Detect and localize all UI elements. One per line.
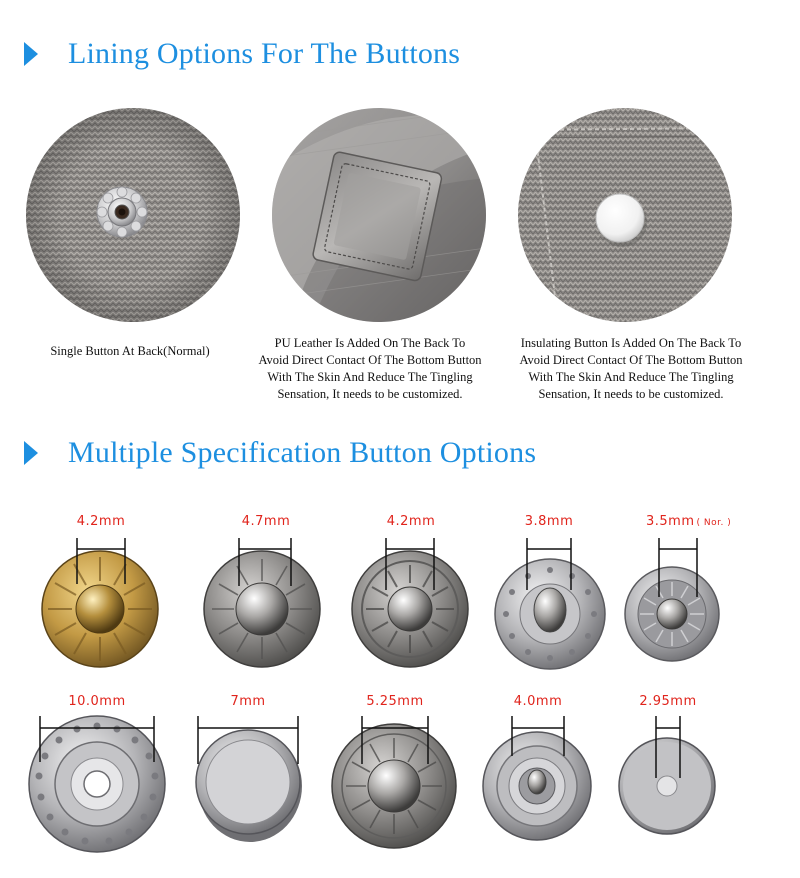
caption-line: Avoid Direct Contact Of The Bottom Button bbox=[519, 353, 743, 367]
caption-line: Avoid Direct Contact Of The Bottom Button bbox=[258, 353, 482, 367]
dimension-note: ( Nor. ) bbox=[696, 518, 732, 528]
button-7mm-silver bbox=[196, 730, 302, 842]
caption-line: Insulating Button Is Added On The Back To bbox=[520, 336, 742, 350]
button-5-25mm-gunmetal bbox=[332, 724, 456, 848]
lining-caption-single-button bbox=[32, 343, 228, 360]
chevron-right-icon bbox=[24, 441, 38, 465]
caption-line: With The Skin And Reduce The Tingling bbox=[267, 370, 473, 384]
dimension-label: 10.0mm bbox=[68, 694, 126, 709]
button-10-0mm-silver bbox=[29, 716, 165, 852]
caption-line: Sensation, It needs to be customized. bbox=[538, 387, 724, 401]
dimension-label: 5.25mm bbox=[366, 694, 424, 709]
dimension-label: 2.95mm bbox=[639, 694, 697, 709]
button-4-2mm-gunmetal bbox=[352, 551, 468, 667]
dimension-label: 3.8mm bbox=[524, 514, 574, 529]
caption-line: PU Leather Is Added On The Back To bbox=[274, 336, 466, 350]
button-spec-panel bbox=[0, 494, 800, 878]
lining-image-insulating-button bbox=[518, 108, 732, 322]
lining-section-title-text: Lining Options For The Buttons bbox=[68, 37, 461, 70]
lining-image-single-button bbox=[26, 108, 240, 322]
button-3-5mm-silver bbox=[625, 567, 719, 661]
caption-line: With The Skin And Reduce The Tingling bbox=[528, 370, 734, 384]
dimension-label: 4.2mm bbox=[76, 514, 126, 529]
spec-section-title bbox=[24, 433, 536, 473]
button-spec-graphics bbox=[0, 494, 800, 878]
button-4-7mm-gunmetal bbox=[204, 551, 320, 667]
button-4-0mm-silver bbox=[483, 732, 591, 840]
lining-image-pu-leather bbox=[272, 108, 486, 322]
lining-caption-insulating-button bbox=[500, 335, 762, 403]
caption-line: Sensation, It needs to be customized. bbox=[277, 387, 463, 401]
button-3-8mm-silver bbox=[495, 559, 605, 669]
dimension-label-with-note bbox=[646, 514, 766, 529]
dimension-label: 4.2mm bbox=[386, 514, 436, 529]
dimension-label: 3.5mm bbox=[646, 514, 695, 529]
dimension-label: 4.0mm bbox=[513, 694, 563, 709]
lining-caption-pu-leather bbox=[240, 335, 500, 403]
caption-line: Single Button At Back(Normal) bbox=[50, 344, 210, 358]
spec-section-title-text: Multiple Specification Button Options bbox=[68, 436, 537, 469]
button-4-2mm-brass bbox=[42, 551, 158, 667]
chevron-right-icon bbox=[24, 42, 38, 66]
button-2-95mm-silver bbox=[619, 738, 715, 834]
dimension-label: 7mm bbox=[230, 694, 266, 709]
lining-section-title bbox=[24, 34, 460, 74]
dimension-label: 4.7mm bbox=[241, 514, 291, 529]
